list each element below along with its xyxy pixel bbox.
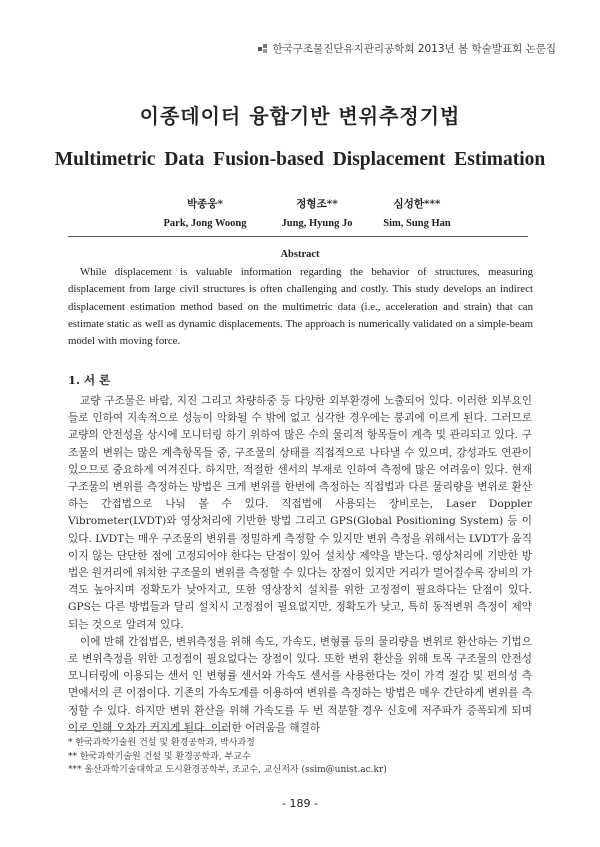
footnotes xyxy=(68,737,387,778)
header-text: 한국구조물진단유지관리공학회 2013년 봄 학술발표회 논문집 xyxy=(272,43,556,55)
author-1-name-ko: 박종웅* xyxy=(187,198,223,210)
abstract-text: While displacement is valuable information regarding the behavior of structures, measuring displacement from large civil structures is often challenging and costly. This study develops an indirect displacement estimation method based on the multimetric data (i.e., acceleration and strain) that can estimate static as well as dynamic displacements. The approach is numerically validated on a simple-beam model with moving force. xyxy=(68,266,533,348)
title-english: Multimetric Data Fusion-based Displacement Estimation xyxy=(54,149,546,170)
footnote-3: *** 울산과학기술대학교 도시환경공학부, 조교수, 교신저자 (ssim@unist.ac.kr) xyxy=(68,765,387,775)
journal-logo-icon xyxy=(258,44,268,54)
section-heading: 1. 서 론 xyxy=(68,373,111,387)
body-paragraph: 교량 구조물은 바람, 지진 그리고 차량하중 등 다양한 외부환경에 노출되어 있다. 이러한 외부요인들로 인하여 지속적으로 성능이 악화될 수 밖에 없고 심각한 경우에는 붕괴에 이르게 된다. 그러므로 교량의 안전성을 상시에 모니터링 하기 위하여 많은 수의 물리적 항목들이 계측 및 관리되고 있다. 구조물의 변위는 많은 계측항목들 중, 구조물의 상태를 직접적으로 나타낼 수 있으며, 강성과도 연관이 있으므로 중요하게 여겨진다. 하지만, 적절한 센서의 부재로 인하여 측정에 많은 어려움이 있다. 현재 구조물의 변위를 측정하는 방법은 크게 변위를 한번에 측정하는 직접법과 다른 물리량을 변위로 환산하는 간접법으로 나눠 볼 수 있다. 직접법에 사용되는 장비로는, Laser Doppler Vibrometer(LVDT)와 영상처리에 기반한 방법 그리고 GPS(Global Positioning System) 등 이 있다. LVDT는 매우 구조물의 변위를 정밀하게 측정할 수 있지만 변위 측정을 위해서는 LVDT가 움직이지 않는 단단한 점에 고정되어야 한다는 단점이 있어 설치상 제약을 받는다. 영상처리에 기반한 방법은 원거리에 위치한 구조물의 변위를 측정할 수 있다는 장점이 있지만 거리가 멀어질수록 장비의 가격도 높아지며 정확도가 낮아지고, 또한 영상장치 설치를 위한 고정점이 필요하다는 단점이 있다. GPS는 다른 방법들과 달리 설치시 고정점이 필요없지만, 정확도가 낮고, 특히 동적변위 측정이 제약되는 것으로 알려져 있다. xyxy=(68,395,532,631)
author-2-name-ko: 정형조** xyxy=(296,198,338,210)
body-paragraph: 이에 반해 간접법은, 변위측정을 위해 속도, 가속도, 변형률 등의 물리량을 변위로 환산하는 기법으로 변위측정을 위한 고정점이 필요없다는 장점이 있다. 또한 변위 환산을 위해 토목 구조물의 안전성 모니터링에 이용되는 센서 인 변형률 센서와 가속도 센서를 사용한다는 것이 가격 절감 및 편의성 측면에서의 큰 이점이다. 기존의 가속도계를 이용하여 변위를 측정하는 방법은 매우 간단하게 변위를 측정할 수 있다. 하지만 변위 환산을 위해 가속도를 두 번 적분할 경우 신호에 저주파가 증폭되게 되며 이로 인해 오차가 커지게 된다. 이러한 어려움을 해결하 xyxy=(68,635,532,734)
footnote-2: ** 한국과학기술원 건설 및 환경공학과, 부교수 xyxy=(68,751,251,762)
proceedings-header xyxy=(258,41,556,56)
author-3 xyxy=(362,194,472,234)
author-3-name-en: Sim, Sung Han xyxy=(383,218,451,229)
section-body xyxy=(68,393,532,737)
footnote-divider xyxy=(68,730,228,731)
author-1-name-en: Park, Jong Woong xyxy=(163,218,247,229)
author-3-name-ko: 심성한*** xyxy=(393,198,441,210)
author-2 xyxy=(262,194,372,234)
title-korean: 이종데이터 융합기반 변위추정기법 xyxy=(139,104,461,128)
footnote-1: * 한국과학기술원 건설 및 환경공학과, 박사과정 xyxy=(68,738,255,748)
page-number: - 189 - xyxy=(282,797,318,810)
author-1 xyxy=(150,194,260,234)
title-divider xyxy=(68,236,528,237)
author-2-name-en: Jung, Hyung Jo xyxy=(281,218,353,229)
abstract-heading: Abstract xyxy=(280,249,320,260)
